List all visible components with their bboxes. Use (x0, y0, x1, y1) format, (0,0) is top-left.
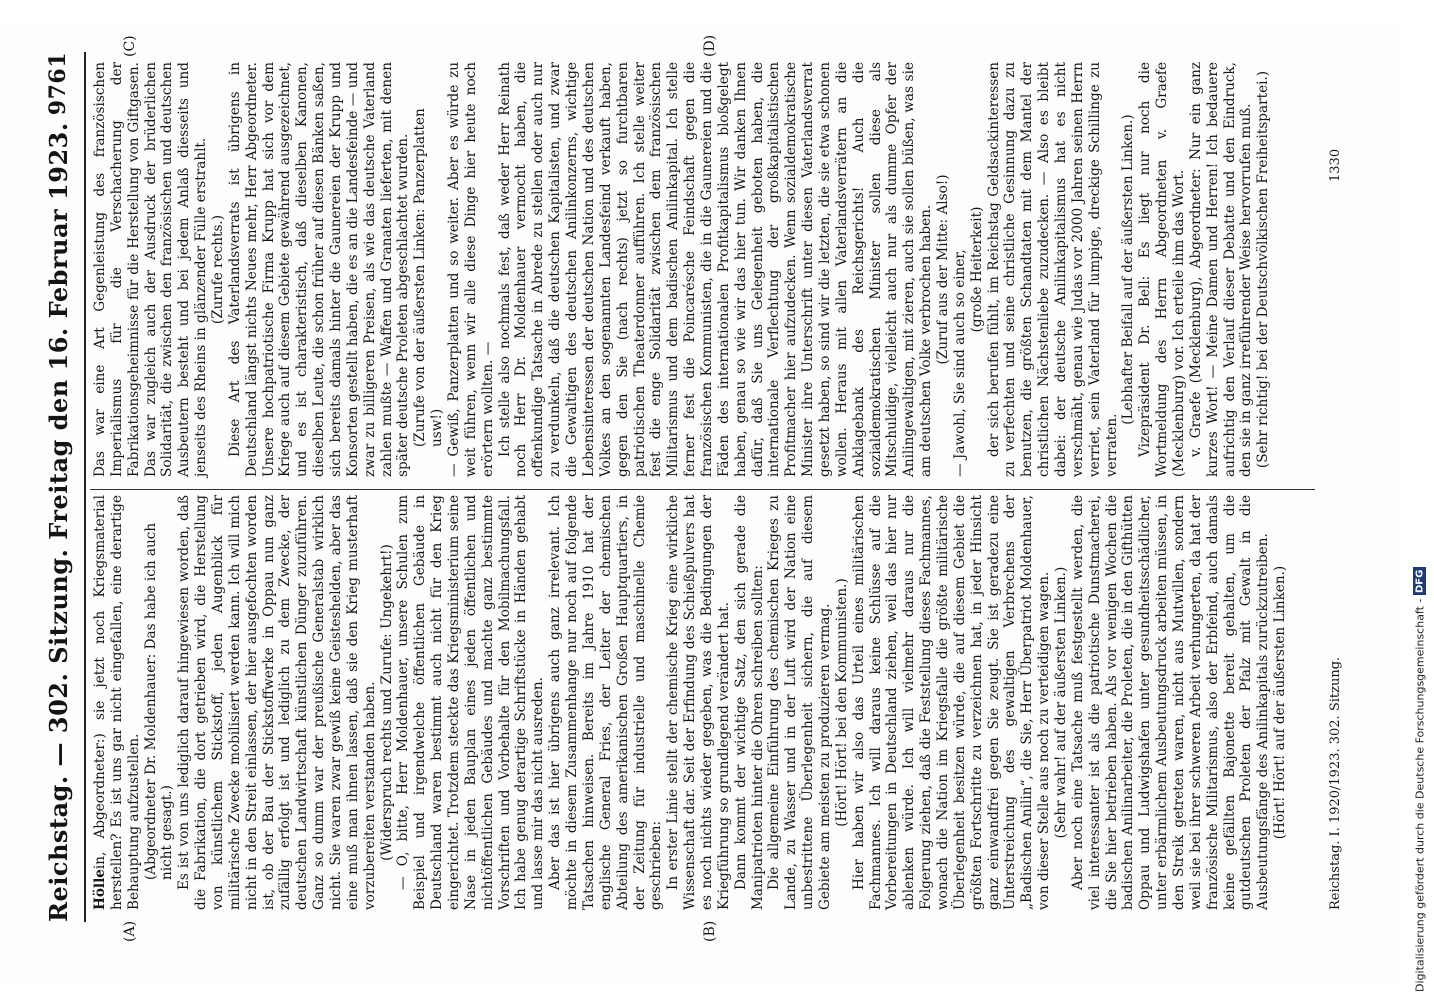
paragraph (935, 62, 952, 477)
paragraph-text: In erster Linie stellt der chemische Krieg eine wirkliche Wissenschaft dar. Seit der Erfindung des Schießpulvers hat es noch nichts wieder gegeben, was die Bedingungen der Kriegführung so grundlegend verändert hat. (665, 495, 732, 910)
paragraph-text: (Widerspruch rechts und Zurufe: Ungekehrt!) (378, 544, 395, 861)
paragraph (1188, 62, 1255, 477)
paragraph (92, 495, 143, 910)
paragraph (176, 495, 378, 910)
paragraph (92, 62, 210, 477)
left-text-column (92, 495, 1289, 910)
paragraph (395, 495, 547, 910)
page-number: 9761 (45, 52, 71, 116)
paragraph (834, 495, 851, 910)
paragraph-text: Dann kommt der wichtige Satz, den sich gerade die Manipatrioten hinter die Ohren schreiben sollten: (732, 495, 766, 910)
paragraph (1255, 62, 1272, 477)
paragraph-text: Diese Art des Vaterlandsverrats ist übrigens in Deutschland längst nichts Neues mehr, Herr Abgeordneter. Unsere hochpatriotische Firma Krupp hat sich vor dem Kriege auch auf diesem Gebiete gewährend ausgezeichnet, und es ist charakteristisch, daß dieselben Kanonen, dieselben Leute, die schon früher auf diesen Bänken saßen, sich bereits damals hinter die Gaunereien der Krupp und Konsorten gestellt haben, die es an die Landesfeinde — und zwar zu billigeren Preisen, als wie das deutsche Vaterland zahlen mußte — Waffen und Granaten lieferten, mit denen später deutsche Proleten abgeschlachtet wurden. (226, 62, 412, 477)
margin-marker-b: (B) (702, 920, 718, 942)
paragraph-text: Das war eine Art Gegenleistung des französischen Imperialismus für die Verschacherung der Fabrikationsgeheimnisse für die Herstellung von Giftgasen. Das war zugleich auch der Ausdruck der brüderlichen Solidarität, die zwischen den französischen und deutschen Ausbeutern besteht und bei jedem Anlaß diesseits und jenseits des Rheins in glänzender Fülle erstrahlt. (92, 62, 210, 477)
margin-marker-d: (D) (702, 34, 718, 57)
paragraph (969, 62, 986, 477)
paragraph (446, 62, 497, 477)
paragraph-text: — Gewiß, Panzerplatten und so weiter. Aber es würde zu weit führen, wenn wir alle diese Dinge hier heute noch erörtern wollten. — (446, 62, 496, 477)
paragraph-text: (Sehr wahr! auf der äußersten Linken.) (1052, 566, 1069, 839)
paragraph-text: (Sehr richtig! bei der Deutschvölkischen Freiheitspartei.) (1255, 70, 1272, 469)
rotated-document-page (2, 22, 1402, 982)
paragraph-text: Aber noch eine Tatsache muß festgestellt werden, die viel interessanter ist als die patriotische Dunstmacherei, die Sie hier betrieben haben. Als vor wenigen Wochen die badischen Anilinarbeiter, die Proleten, die in den Gifthütten Oppau und Ludwigshafen unter gesundheitsschädlicher, unter erbärmlichem Ausbeutungsdruck arbeiten müssen, in den Streik getreten waren, nicht aus Mutwillen, sondern weil sie bei ihrer schweren Arbeit verhungerten, da hat der französische Militarismus, also der Erbfeind, auch damals keine gefällten Bajonette bereit gehalten, um die gutdeutschen Proleten der Pfalz mit Gewalt in die Ausbeutungsfänge des Anilinkapitals zurückzutreiben. (1069, 495, 1272, 910)
right-text-column (92, 62, 1272, 477)
paragraph-text: Aber das ist hier übrigens auch ganz irrelevant. Ich möchte in diesem Zusammenhange nur noch auf folgende Tatsachen hinweisen. Bereits im Jahre 1910 hat der englische General Fries, der Leiter der chemischen Abteilung des amerikanischen Großen Hauptquartiers, in der Zeitung für industrielle und maschinelle Chemie geschrieben: (547, 495, 665, 910)
speaker-name: Hölle (92, 869, 108, 910)
paragraph (851, 495, 1053, 910)
paragraph (547, 495, 665, 910)
paragraph-text: (Zuruf aus der Mitte: Also!) (934, 174, 951, 365)
paragraph (379, 495, 396, 910)
paragraph-text: Es ist von uns lediglich darauf hingewiesen worden, daß die Fabrikation, die dort getrieben wird, die Herstellung von künstlichem Stickstoff, jeden Augenblick für militärische Zwecke mobilisiert werden kann. Ich will mich nicht in den Streit einlassen, der hier ausgefochten worden ist, ob der Bau der Stickstoffwerke in Oppau nun ganz zufällig erfolgt ist und lediglich zu dem Zwecke, der deutschen Landwirtschaft künstlichen Dünger zuzuführen. Ganz so dumm war der preußische Generalstab wirklich nicht. Sie waren zwar gewiß keine Geisteshelden, aber das eine muß man ihnen lassen, daß sie den Krieg musterhaft vorzubereiten verstanden haben. (176, 495, 378, 910)
paragraph-text: v. Graefe (Mecklenburg), Abgeordneter: Nur ein ganz kurzes Wort! — Meine Damen und Herren! Ich bedauere aufrichtig den Verlauf dieser Debatte und den Eindruck, den sie in ganz irreführender Weise hervorrufen muß. (1187, 62, 1255, 477)
paragraph-text: — O, bitte, Herr Moldenhauer, unsere Schulen zum Beispiel und irgendwelche öffentlichen Gebäude in Deutschland waren bestimmt auch nicht für den Krieg eingerichtet. Trotzdem steckte das Kriegsministerium seine Nase in jeden Bauplan eines jeden öffentlichen und nichtöffentlichen Gebäudes und machte ganz bestimmte Vorschriften und Vorbehalte für den Mobilmachungsfall. Ich habe genug derartige Schriftstücke in Händen gehabt und lasse mir das nicht ausreden. (395, 495, 547, 910)
paragraph-text: Hier haben wir also das Urteil eines militärischen Fachmannes. Ich will daraus keine Schlüsse auf die Vorbereitungen in Deutschland ziehen, weil das hier nur ablenken würde. Ich will vielmehr daraus nur die Folgerung ziehen, daß die Feststellung dieses Fachmannes, wonach die Nation im Kriegsfalle die größte militärische Überlegenheit besitzen würde, die auf diesem Gebiet die größten Fortschritte zu verzeichnen hat, in jeder Hinsicht ganz einwandfrei gegen Sie zeugt. Sie ist geradezu eine Unterstreichung des gewaltigen Verbrechens der „Badischen Anilin“, die Sie, Herr Überpatriot Moldenhauer, von dieser Stelle aus noch zu verteidigen wagen. (850, 495, 1053, 910)
paragraph (1272, 495, 1289, 910)
paragraph-text: (Hört! Hört! bei den Kommunisten.) (833, 578, 850, 827)
paragraph-text: (Abgeordneter Dr. Moldenhauer: Das habe ich auch nicht gesagt.) (142, 522, 176, 880)
paragraph (766, 495, 833, 910)
paragraph (952, 62, 969, 477)
header-rule (84, 52, 86, 922)
paragraph (1120, 62, 1137, 477)
paragraph (986, 62, 1121, 477)
paragraph (210, 62, 227, 477)
page-title: Reichstag. — 302. Sitzung. Freitag den 16. Februar 1923. (43, 122, 73, 922)
margin-marker-c: (C) (122, 35, 138, 57)
paragraph-text: Vizepräsident Dr. Bell: Es liegt nur noch die Wortmeldung des Herrn Abgeordneten v. Graefe (Mecklenburg) vor. Ich erteile ihm das Wort. (1137, 62, 1187, 477)
paragraph-text: der sich berufen fühlt, im Reichstag Geldsackinteressen zu verfechten und seine christliche Gesinnung dazu zu benutzen, die größten Schandtaten mit dem Mantel der christlichen Nächstenliebe zuzudecken. — Also es bleibt dabei: der deutsche Anilinkapitalismus hat es nicht verschmäht, genau wie Judas vor 2000 Jahren seinen Herrn verriet, sein Vaterland für lumpige, dreckige Schillinge zu verraten. (985, 62, 1120, 477)
paragraph (733, 495, 767, 910)
paragraph-text: in, Abgeordneter:) sie jetzt noch Kriegsmaterial herstellen? Es ist uns gar nicht eingefallen, eine derartige Behauptung aufzustellen. (92, 495, 142, 910)
paragraph (1070, 495, 1272, 910)
paragraph-text: (Zurufe rechts.) (210, 214, 227, 325)
paragraph-text: — Jawohl, Sie sind auch so einer, (951, 249, 968, 477)
dfg-credit (1410, 8, 1430, 992)
footer-signature: 1330 (1328, 148, 1343, 182)
paragraph (497, 62, 935, 477)
paragraph (412, 62, 446, 477)
paragraph (143, 495, 177, 910)
paragraph (227, 62, 412, 477)
footer-reference: Reichstag. I. 1920/1923. 302. Sitzung. (1328, 656, 1343, 910)
paragraph-text: Die allgemeine Einführung des chemischen Krieges zu Lande, zu Wasser und in der Luft wird der Nation eine unbestrittene Überlegenheit sichern, die auf diesem Gebiete am meisten zu produzieren vermag. (766, 495, 833, 910)
column-divider (90, 489, 1315, 490)
dfg-badge: DFG (1414, 569, 1426, 593)
paragraph (1137, 62, 1188, 477)
paragraph (1053, 495, 1070, 910)
paragraph-text: (große Heiterkeit) (968, 206, 985, 333)
paragraph-text: Ich stelle also nochmals fest, daß weder Herr Reinath noch Herr Dr. Moldenhauer vermocht haben, die offenkundige Tatsache in Abrede zu stellen oder auch nur zu verdunkeln, daß die deutschen Kapitalisten, und zwar die Gewaltigen des deutschen Anilinkonzerns, wichtige Lebensinteressen der deutschen Nation und des deutschen Volkes an den sogenannten Landesfeind verkauft haben, gegen den Sie (nach rechts) jetzt so furchtbaren patriotischen Theaterdonner aufführen. Ich stelle weiter fest die enge Solidarität zwischen dem französischen Militarismus und dem badischen Anilinkapital. Ich stelle ferner fest die Poincarésche Feindschaft gegen die französischen Kommunisten, die in die Gaunereien und die Fäden des internationalen Profitkapitalismus bloßgelegt haben, genau so wie wir das hier tun. Wir danken Ihnen dafür, daß Sie uns Gelegenheit geboten haben, die internationale Verflechtung der großkapitalistischen Profitmacher hier aufzudecken. Wenn sozialdemokratische Minister ihre Unterschrift unter diesen Vaterlandsverrat gesetzt haben, so sind wir die letzten, die sie etwa schonen wollen. Heraus mit allen Vaterlandsverrätern an die Anklagebank des Reichsgerichts! Auch die sozialdemokratischen Minister sollen diese als Mitschuldige, vielleicht auch nur als dumme Opfer der Anilingewaltigen, mit zieren, auch sie sollen büßen, was sie am deutschen Volke verbrochen haben. (496, 62, 935, 477)
paragraph-text: (Zurufe von der äußersten Linken: Panzerplatten usw!) (412, 108, 446, 447)
credit-text: Digitalisierung gefördert durch die Deutsche Forschungsgemeinschaft - (1413, 598, 1427, 992)
page-header (38, 52, 78, 922)
paragraph-text: (Hört! Hört! auf der äußersten Linken.) (1272, 565, 1289, 840)
paragraph-text: (Lebhafter Beifall auf der äußersten Linken.) (1120, 114, 1137, 425)
paragraph (665, 495, 732, 910)
margin-marker-a: (A) (122, 920, 138, 942)
